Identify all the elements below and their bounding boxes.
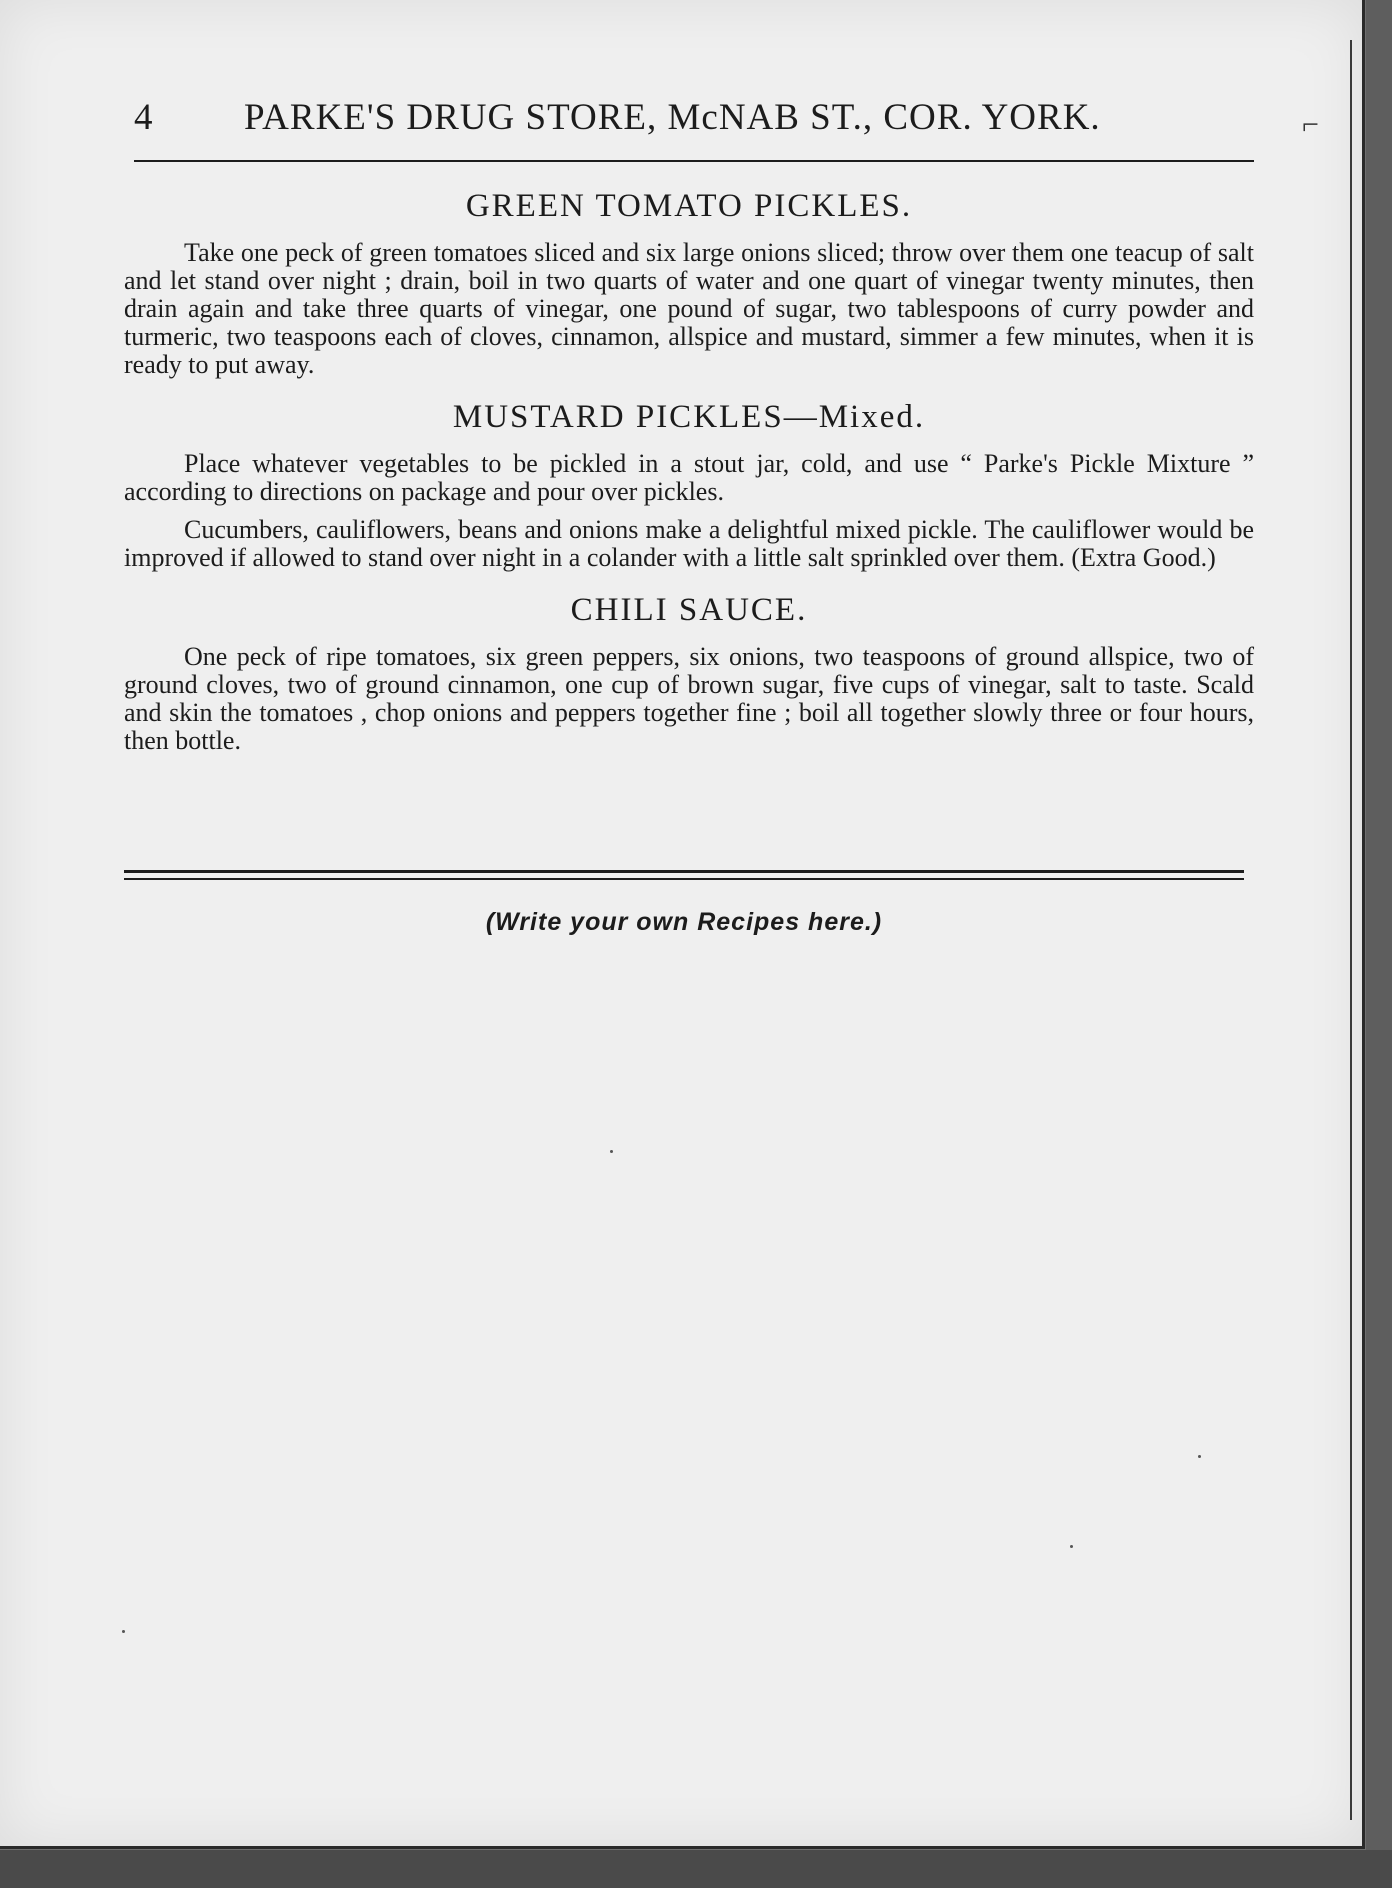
recipe-paragraph: Take one peck of green tomatoes sliced and six large onions sliced; throw over them one teacup of salt and let stand over night ; drain, boil in two quarts of water and one quart of vinegar twenty minutes, then drain again and take three quarts of vinegar, one pound of sugar, two tablespoons of curry powder and turmeric, two teaspoons each of cloves, cinnamon, allspice and mustard, simmer a few minutes, when it is ready to put away. <box>124 238 1254 379</box>
paper-speck <box>1070 1545 1073 1548</box>
paper-speck <box>1198 1455 1201 1458</box>
recipe-title: CHILI SAUCE. <box>570 592 808 628</box>
recipe-green-tomato-pickles <box>124 188 1254 379</box>
section-divider-rule-thin <box>124 878 1244 880</box>
paper-speck <box>122 1630 125 1633</box>
recipe-title: MUSTARD PICKLES—Mixed. <box>452 399 926 435</box>
write-your-own-note: (Write your own Recipes here.) <box>485 908 883 936</box>
recipe-title: GREEN TOMATO PICKLES. <box>465 188 913 224</box>
recipe-mustard-pickles <box>124 399 1254 572</box>
section-divider-rule <box>124 870 1244 873</box>
recipe-paragraph: Place whatever vegetables to be pickled in a stout jar, cold, and use “ Parke's Pickle Mixture ” according to directions on package and pour over pickles. <box>124 449 1254 506</box>
page-edge-right <box>1366 0 1392 1888</box>
page-number: 4 <box>134 97 154 138</box>
paper-speck <box>610 1150 613 1153</box>
recipe-content <box>124 180 1254 765</box>
recipe-chili-sauce <box>124 592 1254 755</box>
recipe-paragraph: Cucumbers, cauliflowers, beans and onions make a delightful mixed pickle. The cauliflower would be improved if allowed to stand over night in a colander with a little salt sprinkled over them. (Extra Good.) <box>124 515 1254 572</box>
margin-mark: ⌐ <box>1302 108 1319 141</box>
running-head: PARKE'S DRUG STORE, McNAB ST., COR. YORK. <box>244 97 1101 138</box>
header-rule <box>134 160 1254 162</box>
recipe-paragraph: One peck of ripe tomatoes, six green peppers, six onions, two teaspoons of ground allspice, two of ground cloves, two of ground cinnamon, one cup of brown sugar, five cups of vinegar, salt to taste. Scald and skin the tomatoes , chop onions and peppers together fine ; boil all together slowly three or four hours, then bottle. <box>124 642 1254 755</box>
binding-rule <box>1350 40 1352 1820</box>
page-edge-bottom <box>0 1850 1392 1888</box>
page-header <box>134 96 1254 146</box>
